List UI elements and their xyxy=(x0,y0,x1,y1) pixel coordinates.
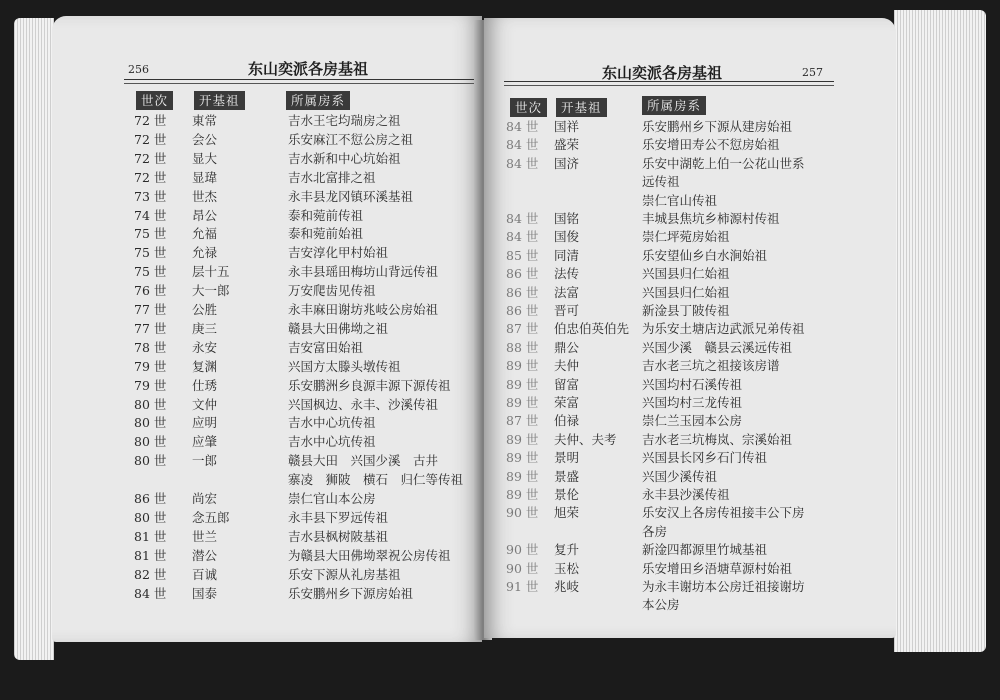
founder-cell: 国俊 xyxy=(554,229,580,245)
generation-cell: 84 世 xyxy=(506,211,539,226)
branch-cell: 兴国均村石溪传祖 xyxy=(642,376,743,392)
generation-cell: 85 世 xyxy=(506,247,539,263)
founder-cell: 晋可 xyxy=(554,303,580,318)
branch-cell: 赣县大田 兴国少溪 古井 xyxy=(288,453,439,469)
branch-cell: 新淦四都源里竹城基祖 xyxy=(642,542,768,558)
founder-cell: 国泰 xyxy=(192,585,218,601)
right-header-founder: 开基祖 xyxy=(556,98,607,117)
generation-cell: 90 世 xyxy=(506,542,539,558)
founder-cell: 法富 xyxy=(554,284,580,300)
branch-cell: 永丰麻田谢坊兆岐公房始祖 xyxy=(288,302,439,317)
branch-cell: 吉安淳化甲村始祖 xyxy=(288,245,389,261)
founder-cell: 应明 xyxy=(192,415,218,431)
generation-cell: 81 世 xyxy=(134,528,167,544)
generation-cell: 75 世 xyxy=(134,245,167,261)
founder-cell: 复渊 xyxy=(192,358,218,374)
founder-cell: 玉松 xyxy=(554,560,580,576)
branch-cell: 兴国县长冈乡石门传祖 xyxy=(642,450,768,466)
founder-cell: 国祥 xyxy=(554,119,580,134)
founder-cell: 文仲 xyxy=(192,396,218,412)
generation-cell: 82 世 xyxy=(134,566,167,582)
branch-cell: 崇仁兰玉园本公房 xyxy=(642,413,743,429)
founder-cell: 景伦 xyxy=(554,487,580,502)
generation-cell: 80 世 xyxy=(134,434,167,450)
right-page-edges xyxy=(894,10,986,652)
generation-cell: 90 世 xyxy=(506,505,539,521)
founder-cell: 法传 xyxy=(554,266,580,282)
branch-cell: 乐安下源从礼房基祖 xyxy=(288,566,401,582)
branch-cell: 兴国方太滕头墩传祖 xyxy=(288,358,401,374)
founder-cell: 伯忠伯英伯先 xyxy=(554,321,630,337)
generation-cell: 74 世 xyxy=(134,207,167,223)
branch-cell: 兴国县归仁始祖 xyxy=(642,266,730,282)
branch-cell: 永丰县瑶田梅坊山背远传祖 xyxy=(288,264,439,280)
branch-cell: 乐安鹏州乡下源从建房始祖 xyxy=(642,119,793,134)
generation-cell: 89 世 xyxy=(506,358,539,374)
founder-cell: 大一郎 xyxy=(192,283,230,299)
generation-cell: 86 世 xyxy=(506,284,539,300)
founder-cell: 盛荣 xyxy=(554,137,580,153)
branch-cell: 吉水中心坑传祖 xyxy=(288,415,376,431)
founder-cell: 永安 xyxy=(192,339,218,355)
branch-cell: 兴国少溪 赣县云溪远传祖 xyxy=(642,339,793,355)
generation-cell: 89 世 xyxy=(506,376,539,392)
branch-cell: 乐安鹏州乡下源房始祖 xyxy=(288,585,414,601)
generation-cell: 84 世 xyxy=(506,137,539,153)
generation-cell: 84 世 xyxy=(506,229,539,245)
branch-cell: 为赣县大田佛坳翠祝公房传祖 xyxy=(288,547,451,563)
generation-cell: 77 世 xyxy=(134,302,167,317)
generation-cell: 72 世 xyxy=(134,169,167,185)
generation-cell: 80 世 xyxy=(134,453,167,469)
left-header-rule xyxy=(124,79,480,84)
generation-cell: 76 世 xyxy=(134,283,167,299)
generation-cell: 84 世 xyxy=(134,585,167,601)
founder-cell: 会公 xyxy=(192,131,218,147)
right-header-generation: 世次 xyxy=(510,98,547,117)
branch-cell: 吉水新和中心坑始祖 xyxy=(288,150,401,166)
generation-cell: 86 世 xyxy=(506,303,539,318)
generation-cell: 77 世 xyxy=(134,320,167,336)
generation-cell: 84 世 xyxy=(506,119,539,134)
founder-cell: 允福 xyxy=(192,226,218,242)
generation-cell: 90 世 xyxy=(506,560,539,576)
generation-cell: 89 世 xyxy=(506,468,539,484)
generation-cell: 89 世 xyxy=(506,431,539,447)
branch-cell: 吉水老三坑梅岚、宗溪始祖 xyxy=(642,431,793,447)
branch-cell: 新淦县丁陂传祖 xyxy=(642,303,730,318)
founder-cell: 同清 xyxy=(554,247,580,263)
founder-cell: 伯禄 xyxy=(554,413,580,429)
branch-cell: 乐安望仙乡白水涧始祖 xyxy=(642,247,768,263)
founder-cell: 潜公 xyxy=(192,547,218,563)
founder-cell: 東常 xyxy=(192,113,218,128)
branch-cell: 兴国枫边、永丰、沙溪传祖 xyxy=(288,396,439,412)
generation-cell: 87 世 xyxy=(506,321,539,337)
founder-cell: 夫仲、夫考 xyxy=(554,431,617,447)
founder-cell: 景明 xyxy=(554,450,580,466)
generation-cell: 89 世 xyxy=(506,450,539,466)
founder-cell: 国济 xyxy=(554,155,580,171)
generation-cell: 86 世 xyxy=(506,266,539,282)
founder-cell: 兆岐 xyxy=(554,579,580,594)
generation-cell: 75 世 xyxy=(134,226,167,242)
generation-cell: 86 世 xyxy=(134,491,167,506)
branch-cell: 吉水县枫树陂基祖 xyxy=(288,528,389,544)
branch-cell: 兴国县归仁始祖 xyxy=(642,284,730,300)
generation-cell: 75 世 xyxy=(134,264,167,280)
right-header-branch: 所属房系 xyxy=(642,96,706,115)
branch-cell: 吉水老三坑之祖接该房谱 xyxy=(642,358,780,374)
branch-cell: 崇仁官山本公房 xyxy=(288,491,376,506)
founder-cell: 世兰 xyxy=(192,528,218,544)
branch-cell: 赣县大田佛坳之祖 xyxy=(288,320,389,336)
founder-cell: 显大 xyxy=(192,150,218,166)
generation-cell: 72 世 xyxy=(134,150,167,166)
generation-cell: 88 世 xyxy=(506,339,539,355)
generation-cell: 80 世 xyxy=(134,396,167,412)
left-header-generation: 世次 xyxy=(136,91,173,110)
branch-cell: 崇仁坪菀房始祖 xyxy=(642,229,730,245)
founder-cell: 应肇 xyxy=(192,434,218,450)
generation-cell: 89 世 xyxy=(506,487,539,502)
left-page-title: 东山奕派各房基祖 xyxy=(248,60,369,78)
generation-cell: 72 世 xyxy=(134,131,167,147)
branch-cell: 永丰县龙冈镇环溪基祖 xyxy=(288,188,414,204)
founder-cell: 公胜 xyxy=(192,302,218,317)
founder-cell: 世杰 xyxy=(192,188,218,204)
generation-cell: 79 世 xyxy=(134,358,167,374)
founder-cell: 留富 xyxy=(554,376,580,392)
left-page xyxy=(52,16,482,642)
branch-cell: 吉水北富排之祖 xyxy=(288,169,376,185)
branch-cell: 吉安富田始祖 xyxy=(288,339,364,355)
founder-cell: 允禄 xyxy=(192,245,218,261)
founder-cell: 昂公 xyxy=(192,207,218,223)
founder-cell: 景盛 xyxy=(554,468,580,484)
branch-cell: 兴国少溪传祖 xyxy=(642,468,718,484)
left-page-number: 256 xyxy=(128,63,149,76)
right-page-title: 东山奕派各房基祖 xyxy=(602,64,723,82)
founder-cell: 显瑋 xyxy=(192,169,218,185)
branch-cell: 永丰县下罗远传祖 xyxy=(288,509,389,525)
founder-cell: 仕琇 xyxy=(192,377,218,393)
generation-cell: 80 世 xyxy=(134,415,167,431)
branch-cell: 远传祖 xyxy=(642,174,680,190)
left-page-edges xyxy=(14,18,54,660)
branch-cell: 乐安鹏洲乡良源丰源下源传祖 xyxy=(288,377,451,393)
right-page xyxy=(484,18,896,638)
branch-cell: 万安爬齿见传祖 xyxy=(288,283,376,299)
founder-cell: 庚三 xyxy=(192,320,218,336)
founder-cell: 百诚 xyxy=(192,566,218,582)
right-page-number: 257 xyxy=(802,66,823,79)
branch-cell: 崇仁官山传祖 xyxy=(642,192,718,208)
branch-cell: 乐安中湖乾上伯一公花山世系 xyxy=(642,155,805,171)
founder-cell: 旭荣 xyxy=(554,505,580,521)
founder-cell: 复升 xyxy=(554,542,580,558)
left-header-branch: 所属房系 xyxy=(286,91,350,110)
left-header-founder: 开基祖 xyxy=(194,91,245,110)
branch-cell: 乐安麻江不愆公房之祖 xyxy=(288,131,414,147)
branch-cell: 乐安增田乡浯塘草源村始祖 xyxy=(642,560,793,576)
branch-cell: 乐安增田寿公不愆房始祖 xyxy=(642,137,780,153)
generation-cell: 72 世 xyxy=(134,113,167,128)
branch-cell: 本公房 xyxy=(642,597,680,613)
generation-cell: 87 世 xyxy=(506,413,539,429)
branch-cell: 吉水王宅均瑞房之祖 xyxy=(288,113,401,128)
branch-cell: 兴国均村三龙传祖 xyxy=(642,395,743,410)
branch-cell: 寨凌 狮陂 横石 归仁等传祖 xyxy=(288,472,464,488)
generation-cell: 91 世 xyxy=(506,579,539,594)
founder-cell: 一郎 xyxy=(192,453,218,469)
generation-cell: 81 世 xyxy=(134,547,167,563)
founder-cell: 尚宏 xyxy=(192,491,218,506)
branch-cell: 吉水中心坑传祖 xyxy=(288,434,376,450)
generation-cell: 80 世 xyxy=(134,509,167,525)
founder-cell: 国铭 xyxy=(554,211,580,226)
founder-cell: 鼎公 xyxy=(554,339,580,355)
generation-cell: 89 世 xyxy=(506,395,539,410)
branch-cell: 乐安汉上各房传祖接丰公下房 xyxy=(642,505,805,521)
founder-cell: 念五郎 xyxy=(192,509,230,525)
right-header-rule xyxy=(504,81,834,86)
branch-cell: 各房 xyxy=(642,523,668,539)
branch-cell: 永丰县沙溪传祖 xyxy=(642,487,730,502)
branch-cell: 泰和菀前始祖 xyxy=(288,226,364,242)
generation-cell: 84 世 xyxy=(506,155,539,171)
founder-cell: 荣富 xyxy=(554,395,580,410)
generation-cell: 78 世 xyxy=(134,339,167,355)
generation-cell: 79 世 xyxy=(134,377,167,393)
branch-cell: 泰和菀前传祖 xyxy=(288,207,364,223)
founder-cell: 层十五 xyxy=(192,264,230,280)
branch-cell: 丰城县焦坑乡柿源村传祖 xyxy=(642,211,780,226)
branch-cell: 为永丰谢坊本公房迁祖接谢坊 xyxy=(642,579,805,594)
founder-cell: 夫仲 xyxy=(554,358,580,374)
branch-cell: 为乐安土塘店边武派兄弟传祖 xyxy=(642,321,805,337)
generation-cell: 73 世 xyxy=(134,188,167,204)
